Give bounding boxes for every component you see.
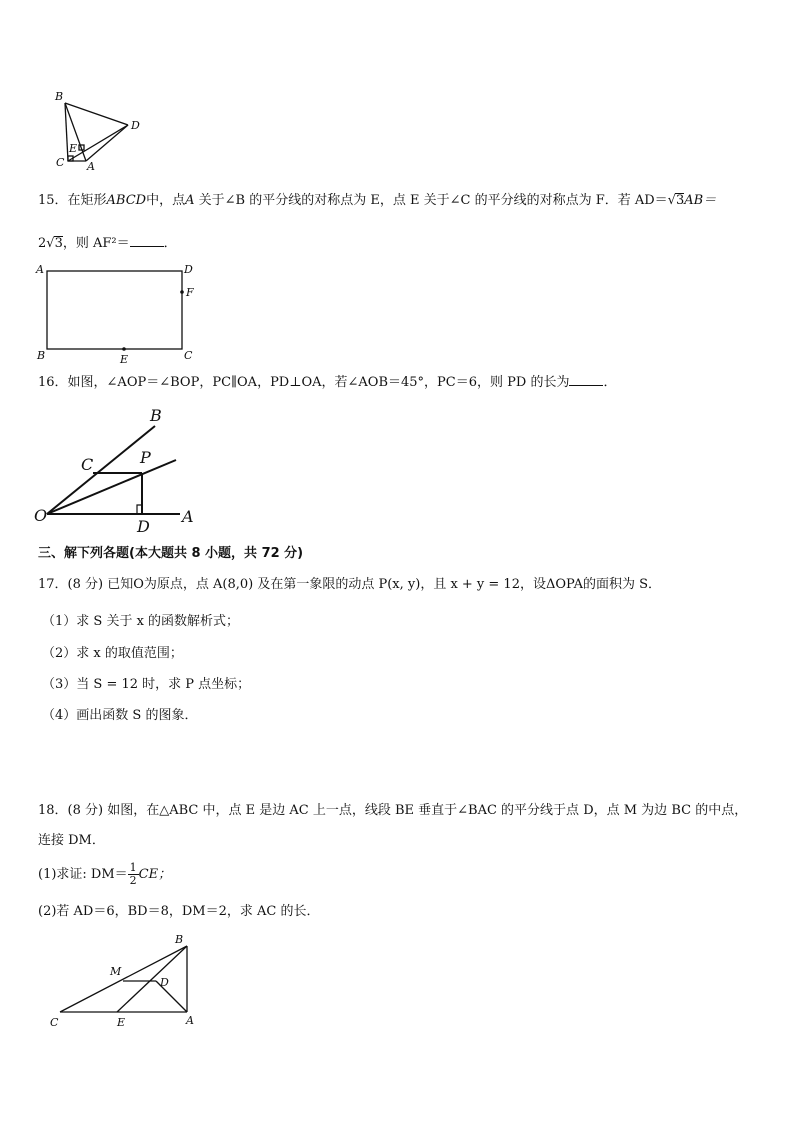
q17-part-4: （4）画出函数 S 的图象．: [42, 708, 198, 723]
q16-label-o: O: [34, 506, 48, 525]
q15-text-a: A: [185, 193, 195, 208]
q15-label-c: C: [184, 349, 193, 362]
q15-point-e: [122, 347, 126, 351]
q15-text-1: 15．在矩形: [38, 193, 107, 208]
q15-text-6: ．: [163, 236, 177, 251]
q16-label-p: P: [140, 448, 151, 467]
q14-triangle: [65, 103, 128, 161]
q18-part-2: (2)若 AD＝6，BD＝8，DM＝2，求 AC 的长．: [38, 904, 320, 919]
q16-label-d: D: [137, 517, 150, 536]
q18-label-a: A: [186, 1014, 194, 1027]
q17-part-2: （2）求 x 的取值范围；: [42, 646, 183, 661]
q15-sqrt: √3: [667, 193, 685, 208]
q17-stem: 17．(8 分) 已知O为原点，点 A(8,0) 及在第一象限的动点 P(x, y)，且 x + y = 12，设ΔOPA的面积为 S．: [38, 577, 662, 592]
q15-label-d: D: [184, 263, 193, 276]
q16-line: [38, 373, 616, 392]
q18-part-1-text: (1)求证: DM＝: [38, 867, 128, 882]
q17-part-3: （3）当 S = 12 时，求 P 点坐标；: [42, 677, 251, 692]
q14-label-e: E: [69, 142, 78, 155]
q18-fraction: $\frac{1}{2}$: [129, 861, 137, 887]
q15-answer-blank[interactable]: [130, 234, 164, 247]
q15-point-f: [180, 290, 184, 294]
q15-label-b: B: [37, 349, 46, 362]
q14-label-a: A: [87, 160, 95, 173]
q15-text-4: 2: [38, 236, 47, 251]
q15-line2: [38, 234, 177, 253]
q15-text-3: AB＝: [684, 193, 717, 208]
q18-label-c: C: [50, 1016, 59, 1029]
q15-label-a: A: [36, 263, 44, 276]
q14-label-c: C: [56, 156, 65, 169]
q18-part-1: [38, 862, 171, 888]
q17-part-1: （1）求 S 关于 x 的函数解析式；: [42, 614, 240, 629]
q15-rectangle: [47, 271, 182, 349]
q18-stem-2: 连接 DM．: [38, 833, 105, 848]
q16-text: 16．如图，∠AOP＝∠BOP，PC∥OA，PD⊥OA，若∠AOB＝45°，PC＝6，则 PD 的长为: [38, 375, 570, 390]
q18-stem: 18．(8 分) 如图，在△ABC 中，点 E 是边 AC 上一点，线段 BE 垂直于∠BAC 的平分线于点 D，点 M 为边 BC 的中点，: [38, 803, 748, 818]
q18-label-e: E: [117, 1016, 126, 1029]
q16-text-end: ．: [603, 375, 617, 390]
q15-sqrt-2: √3: [46, 236, 63, 251]
q16-label-b: B: [150, 406, 162, 425]
q15-line1: [38, 192, 716, 210]
q16-label-c: C: [81, 455, 94, 474]
q18-part-1-end: CE；: [138, 867, 172, 882]
q14-label-d: D: [131, 119, 140, 132]
section-heading: 三、解下列各题(本大题共 8 小题，共 72 分): [38, 546, 304, 561]
q15-text-mid: 中，点: [146, 193, 186, 208]
q15-text-abcd: ABCD: [106, 193, 147, 208]
q15-text-2: 关于∠B 的平分线的对称点为 E，点 E 关于∠C 的平分线的对称点为 F．若 AD＝: [194, 193, 668, 208]
q14-label-b: B: [55, 90, 64, 103]
q18-label-b: B: [175, 933, 184, 946]
q16-label-a: A: [182, 507, 194, 526]
q18-label-m: M: [110, 965, 122, 978]
q18-label-d: D: [160, 976, 169, 989]
q15-label-f: F: [186, 286, 194, 299]
q16-answer-blank[interactable]: [569, 373, 603, 386]
q15-label-e: E: [120, 353, 129, 366]
q15-text-5: ，则 AF²＝: [62, 236, 130, 251]
